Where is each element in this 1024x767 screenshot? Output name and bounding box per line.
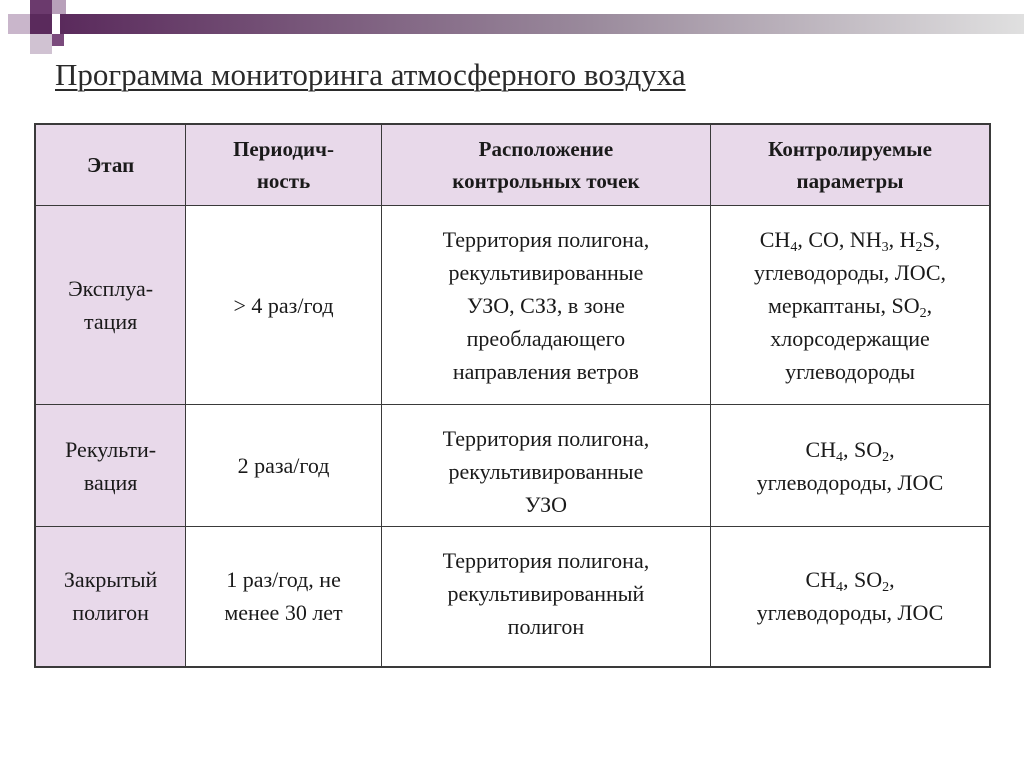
cell-line: Этап [87, 153, 135, 177]
cell-line: углеводороды [785, 359, 915, 384]
cell-line: менее 30 лет [224, 600, 343, 626]
cell-line: УЗО, СЗЗ, в зоне [466, 293, 625, 318]
header-period [186, 124, 382, 206]
cell-line: 1 раз/год, не [226, 567, 341, 593]
cell-line: тация [83, 309, 138, 334]
cell-line: Территория полигона, [442, 426, 650, 451]
header-location [381, 124, 710, 206]
cell-line: Расположение [478, 137, 614, 161]
cell-line: $CH_4$, $SO_2$, [805, 567, 895, 596]
cell-line: вация [83, 469, 138, 495]
header-stage [35, 124, 186, 206]
table-row [35, 206, 990, 405]
monitoring-table [34, 123, 991, 668]
table-row [35, 405, 990, 527]
page-title: Программа мониторинга атмосферного воздуха [55, 57, 686, 92]
table-row [35, 527, 990, 667]
cell-line: ность [256, 169, 311, 193]
cell-period [186, 206, 382, 405]
cell-line: УЗО [524, 492, 568, 517]
cell-line: Закрытый [63, 567, 158, 593]
cell-line: рекультивированные [448, 459, 644, 484]
cell-location [381, 405, 710, 527]
cell-line: рекультивированные [448, 260, 644, 285]
cell-line: $CH_4$, CO, $NH_3$, $H_2S$, [759, 227, 941, 255]
cell-params [711, 527, 990, 667]
cell-line: Периодич- [233, 137, 334, 161]
cell-line: Территория полигона, [442, 548, 650, 573]
cell-line: направления ветров [452, 359, 639, 384]
cell-location [381, 527, 710, 667]
cell-period [186, 527, 382, 667]
cell-params [711, 405, 990, 527]
cell-stage [35, 405, 186, 527]
cell-stage [35, 206, 186, 405]
cell-line: рекультивированный [447, 581, 645, 606]
cell-line: Территория полигона, [442, 227, 650, 252]
cell-stage [35, 527, 186, 667]
header-params [711, 124, 990, 206]
cell-line: Рекульти- [65, 436, 157, 462]
cell-line: меркаптаны, $SO_2$, [767, 293, 933, 321]
table-header-row [35, 124, 990, 206]
cell-line: Контролируемые [768, 137, 932, 161]
cell-line: Эксплуа- [68, 276, 154, 301]
cell-location [381, 206, 710, 405]
cell-line: $CH_4$, $SO_2$, [805, 436, 895, 465]
cell-line: полигон [507, 614, 585, 639]
cell-line: хлорсодержащие [770, 326, 930, 351]
cell-line: контрольных точек [452, 169, 640, 193]
cell-line: параметры [796, 169, 904, 193]
cell-line: > 4 раз/год [233, 292, 334, 318]
cell-line: 2 раза/год [237, 453, 330, 478]
cell-params [711, 206, 990, 405]
cell-line: углеводороды, ЛОС [756, 600, 944, 626]
cell-line: полигон [72, 600, 149, 626]
cell-line: углеводороды, ЛОС [756, 469, 944, 495]
cell-line: углеводороды, ЛОС, [754, 260, 947, 285]
cell-period [186, 405, 382, 527]
decorative-header-bar [0, 0, 1024, 60]
cell-line: преобладающего [466, 326, 626, 351]
